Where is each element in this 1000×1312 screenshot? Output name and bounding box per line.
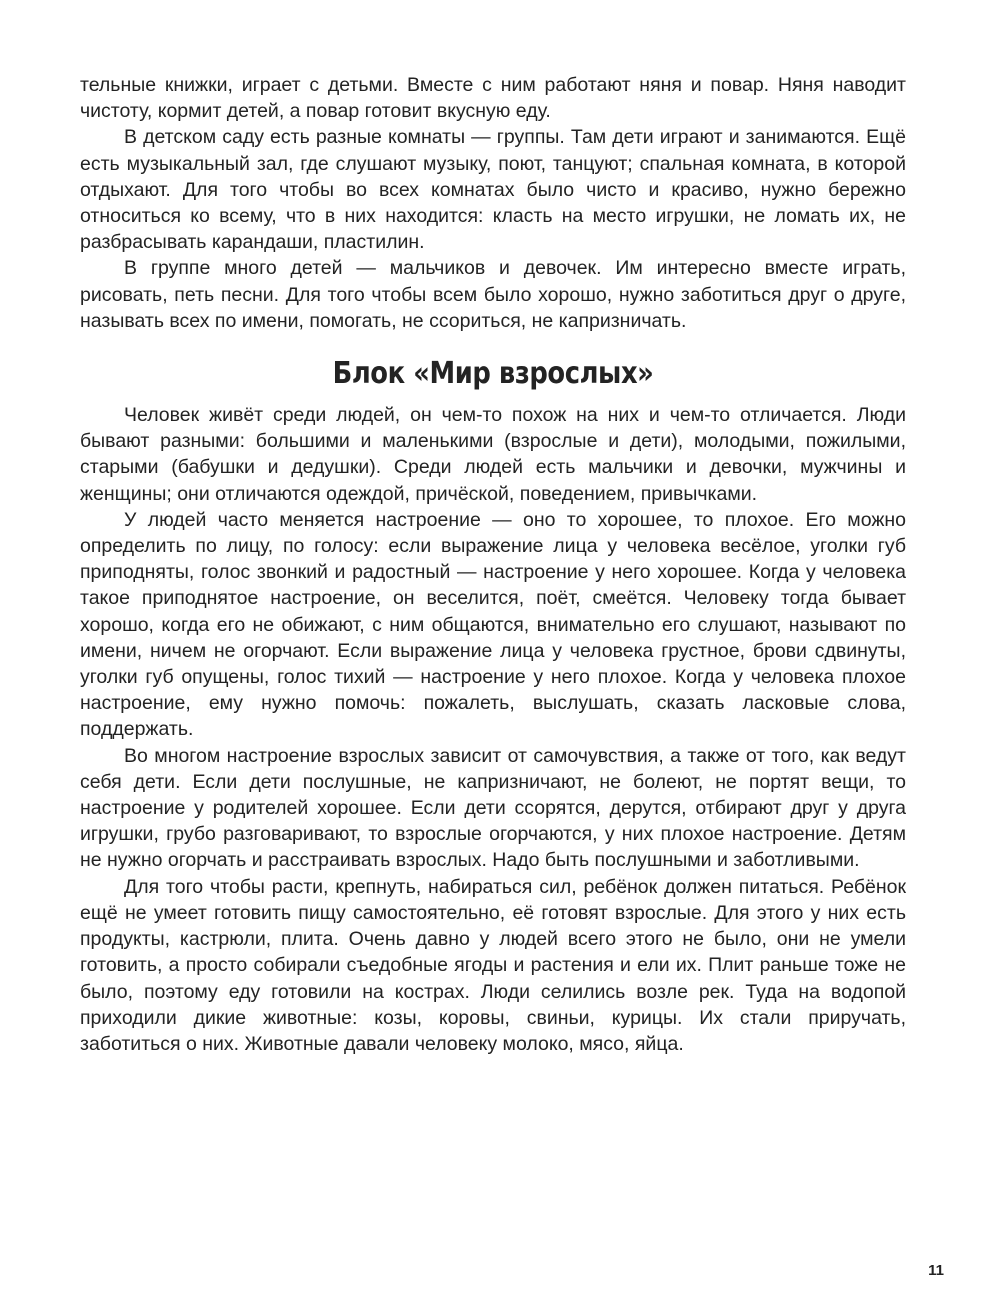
paragraph: тельные книжки, играет с детьми. Вместе с ним работают няня и повар. Няня наводит чистоту, кормит детей, а повар готовит вкусную еду. bbox=[80, 74, 906, 123]
page-number: 11 bbox=[928, 1262, 944, 1279]
paragraph: Человек живёт среди людей, он чем-то похож на них и чем-то отличается. Люди бывают разными: большими и маленькими (взрослые и дети), молодыми, пожилыми, старыми (бабушки и дедушки). Среди людей есть мальчики и девочки, мужчины и женщины; они отличаются одеждой, причёской, поведением, привычками. bbox=[80, 404, 906, 505]
paragraph: У людей часто меняется настроение — оно то хорошее, то плохое. Его можно определить по лицу, по голосу: если выражение лица у человека весёлое, уголки губ приподняты, голос звонкий и радостный — настроение у него хорошее. Когда у человека такое приподнятое настроение, он веселится, поёт, смеётся. Человеку тогда бывает хорошо, когда его не обижают, с ним общаются, внимательно его слушают, называют по имени, ничем не огорчают. Если выражение лица у человека грустное, брови сдвинуты, уголки губ опущены, голос тихий — настроение у него плохое. Когда у человека плохое настроение, ему нужно помочь: пожалеть, выслушать, сказать ласковые слова, поддержать. bbox=[80, 508, 906, 741]
section-heading: Блок «Мир взрослых» bbox=[332, 356, 654, 392]
paragraph: В группе много детей — мальчиков и девочек. Им интересно вместе играть, рисовать, петь песни. Для того чтобы всем было хорошо, нужно заботиться друг о друге, называть всех по имени, помогать, не ссориться, не капризничать. bbox=[80, 257, 906, 332]
paragraph: В детском саду есть разные комнаты — группы. Там дети играют и занимаются. Ещё есть музыкальный зал, где слушают музыку, поют, танцуют; спальная комната, в которой отдыхают. Для того чтобы во всех комнатах было чисто и красиво, нужно бережно относиться ко всему, что в них находится: класть на место игрушки, не ломать их, не разбрасывать карандаши, пластилин. bbox=[80, 126, 906, 254]
paragraph: Для того чтобы расти, крепнуть, набираться сил, ребёнок должен питаться. Ребёнок ещё не умеет готовить пищу самостоятельно, её готовят взрослые. Для этого у них есть продукты, кастрюли, плита. Очень давно у людей всего этого не было, они не умели готовить, а просто собирали съедобные ягоды и растения и ели их. Плит раньше тоже не было, поэтому еду готовили на кострах. Люди селились возле рек. Туда на водопой приходили дикие животные: козы, коровы, свиньи, курицы. Их стали приручать, заботиться о них. Животные давали человеку молоко, мясо, яйца. bbox=[80, 875, 906, 1055]
page-body bbox=[80, 72, 906, 1057]
paragraph: Во многом настроение взрослых зависит от самочувствия, а также от того, как ведут себя дети. Если дети послушные, не капризничают, не болеют, не портят вещи, то настроение у родителей хорошее. Если дети ссорятся, дерутся, отбирают друг у друга игрушки, грубо разговаривают, то взрослые огорчаются, у них плохое настроение. Детям не нужно огорчать и расстраивать взрослых. Надо быть послушными и заботливыми. bbox=[80, 744, 906, 872]
